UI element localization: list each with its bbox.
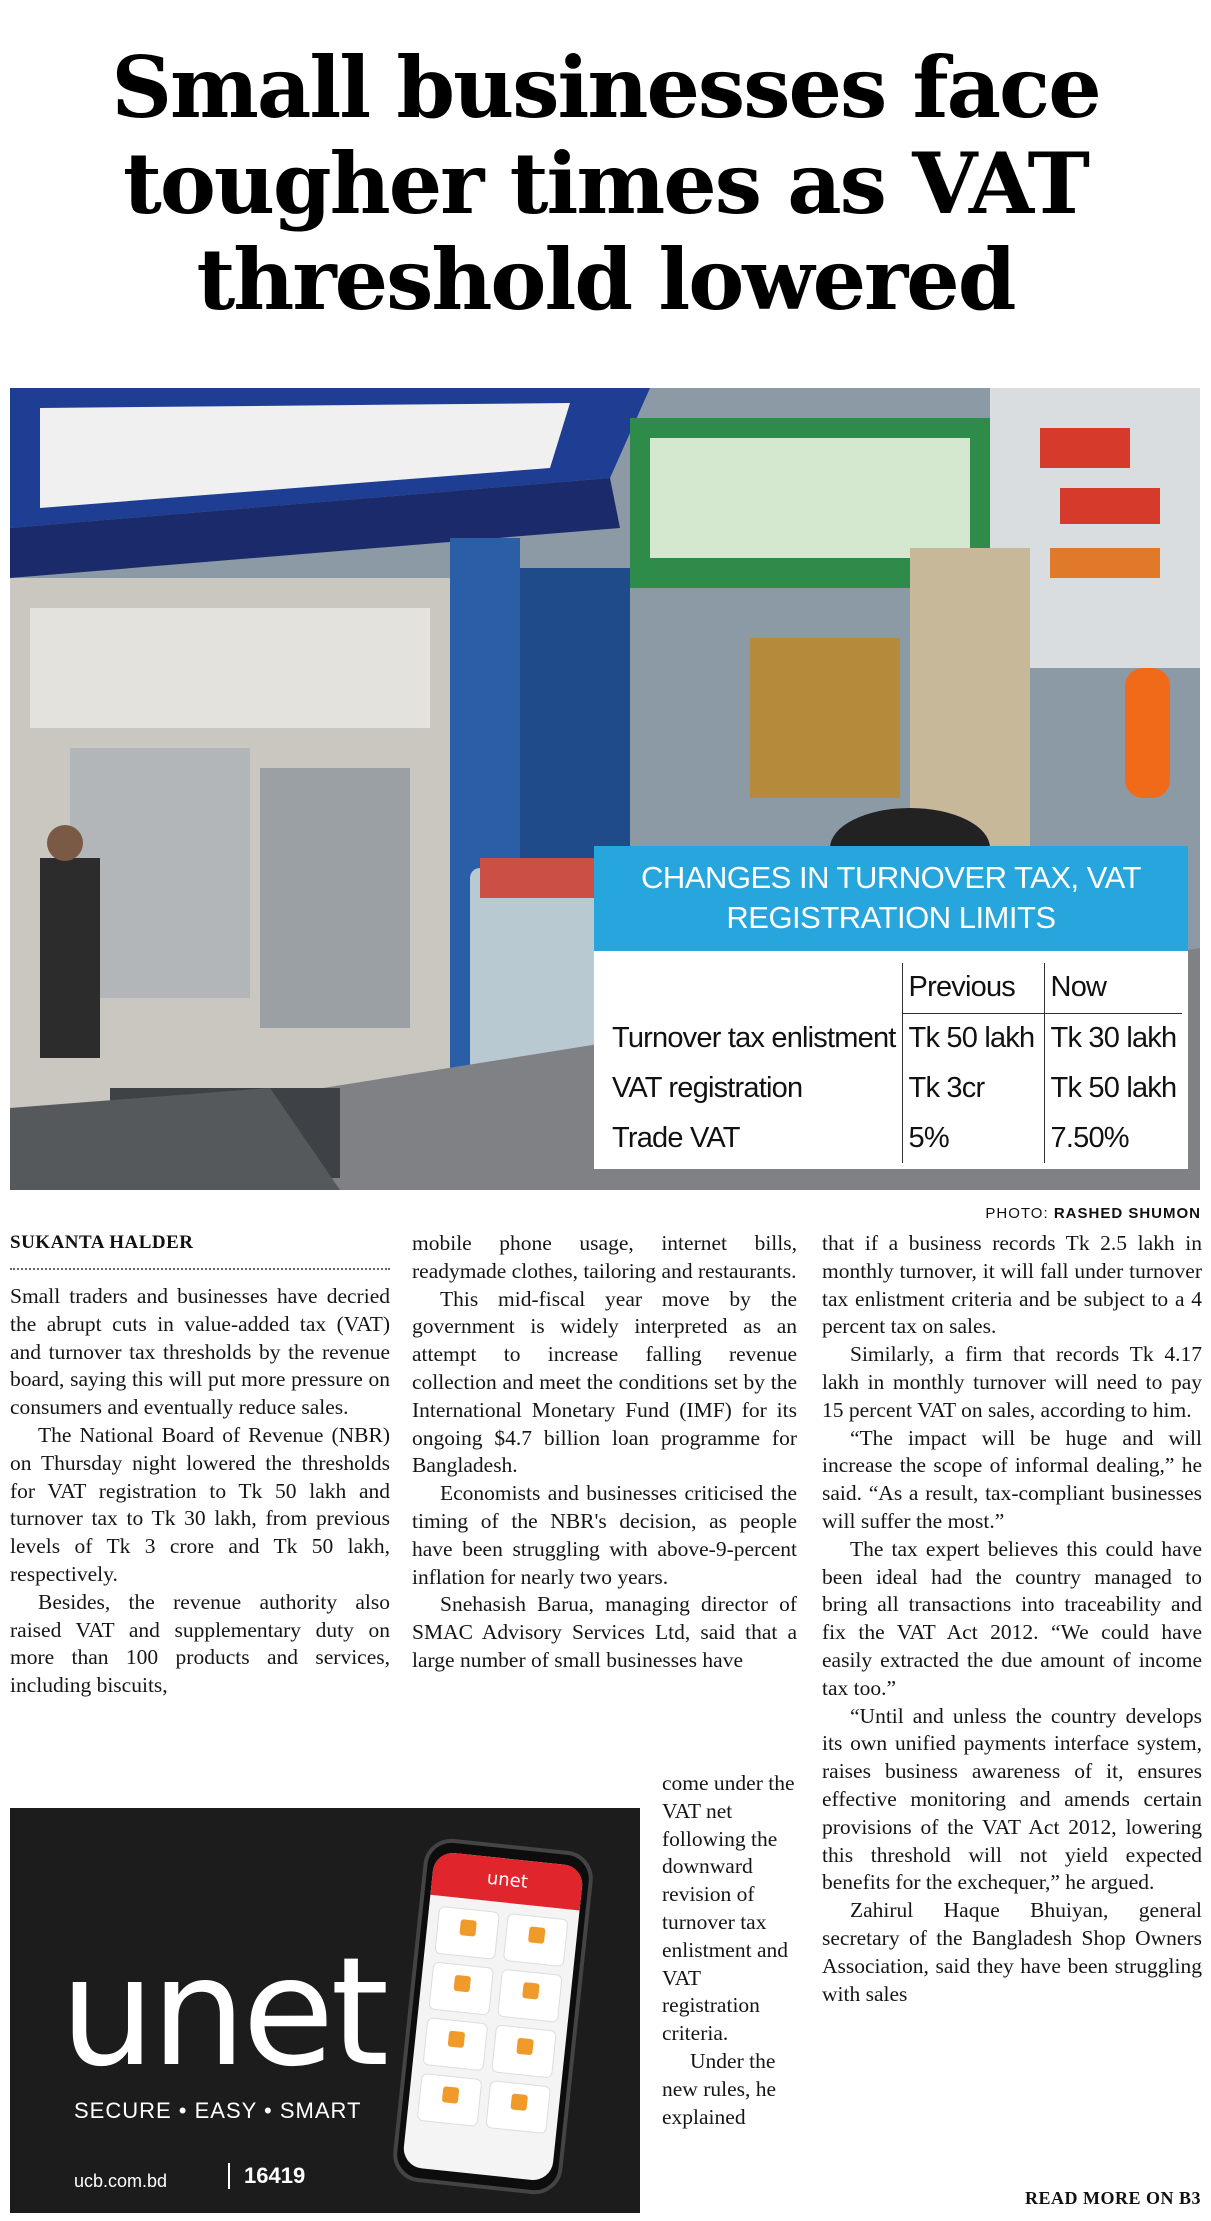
phone-app-title: unet <box>430 1851 584 1910</box>
article-paragraph: come under the VAT net following the downward revision of turnover tax enlistment and VAT registration criteria. <box>662 1771 795 2046</box>
app-tile <box>497 1969 563 2023</box>
article-paragraph: The National Board of Revenue (NBR) on Thursday night lowered the thresholds for VAT registration to Tk 50 lakh and turnover tax to Tk 30 lakh, from previous levels of Tk 3 crore and Tk 50 lakh, respectively. <box>10 1422 390 1586</box>
article-column-3 <box>822 1230 1202 2008</box>
app-tile-icon <box>510 2093 528 2111</box>
article-column-2-wrap <box>662 1770 797 2131</box>
app-tile <box>428 1961 494 2015</box>
turnover-tax-infobox <box>594 846 1188 1169</box>
article-paragraph: Besides, the revenue authority also raised VAT and supplementary duty on more than 100 products and services, including biscuits, <box>10 1589 390 1698</box>
phone-screen <box>402 1851 584 2182</box>
ad-url: ucb.com.bd <box>74 2171 168 2191</box>
ad-hotline: 16419 <box>228 2163 305 2189</box>
app-tile <box>485 2080 551 2134</box>
app-tile <box>423 2017 489 2071</box>
app-tile-icon <box>453 1975 471 1993</box>
article-paragraph: Economists and businesses criticised the timing of the NBR's decision, as people have been struggling with above-9-percent inflation for nearly two years. <box>412 1481 797 1589</box>
read-more-link[interactable]: READ MORE ON B3 <box>1024 2188 1201 2208</box>
infobox-header-cell: Now <box>1044 963 1182 1013</box>
app-tile-icon <box>447 2030 465 2048</box>
infobox-title-line-1: CHANGES IN TURNOVER TAX, VAT <box>641 860 1141 895</box>
infobox-cell: Tk 30 lakh <box>1044 1013 1182 1063</box>
infobox-cell: 5% <box>902 1113 1044 1163</box>
headline <box>0 40 1211 328</box>
infobox-header-cell: Previous <box>902 963 1044 1013</box>
article-paragraph: Snehasish Barua, managing director of SMAC Advisory Services Ltd, said that a large number of small businesses have <box>412 1592 797 1672</box>
infobox-table <box>612 963 1182 1163</box>
infobox-header-cell <box>612 963 902 1013</box>
photo-credit-prefix: PHOTO: <box>985 1205 1049 1222</box>
article-paragraph: This mid-fiscal year move by the government is widely interpreted as an attempt to increase falling revenue collection and meet the conditions set by the International Monetary Fund (IMF) for its ongoing $4.7 billion loan programme for Bangladesh. <box>412 1286 797 1478</box>
byline: SUKANTA HALDER <box>10 1232 390 1270</box>
app-tile-icon <box>459 1919 477 1937</box>
unet-logo: unet <box>60 1926 386 2100</box>
infobox-cell: Tk 50 lakh <box>902 1013 1044 1063</box>
infobox-cell: 7.50% <box>1044 1113 1182 1163</box>
infobox-cell: Trade VAT <box>612 1121 740 1154</box>
headline-line-1: Small businesses face <box>111 38 1100 137</box>
app-tile <box>417 2073 483 2127</box>
article-paragraph: that if a business records Tk 2.5 lakh in monthly turnover, it will fall under turnover tax enlistment criteria and be subject to a 4 percent tax on sales. <box>822 1231 1202 1339</box>
article-column-1 <box>10 1283 390 1700</box>
article-column-2 <box>412 1230 797 1675</box>
article-paragraph: Small traders and businesses have decried the abrupt cuts in value-added tax (VAT) and turnover tax thresholds by the revenue board, saying this will put more pressure on consumers and eventually reduce sales. <box>10 1284 390 1420</box>
infobox-row <box>612 1013 1182 1063</box>
infobox-header-row <box>612 963 1182 1013</box>
app-tile <box>491 2024 557 2078</box>
infobox-row <box>612 1113 1182 1163</box>
infobox-title-line-2: REGISTRATION LIMITS <box>726 900 1056 935</box>
ad-tagline: SECURE • EASY • SMART <box>74 2098 362 2123</box>
infobox-cell: Tk 50 lakh <box>1044 1063 1182 1113</box>
app-tile-icon <box>441 2086 459 2104</box>
article-paragraph: “The impact will be huge and will increase the scope of informal dealing,” he said. “As a result, tax-compliant businesses will suffer the most.” <box>822 1425 1202 1533</box>
infobox-cell: Tk 3cr <box>902 1063 1044 1113</box>
article-paragraph: mobile phone usage, internet bills, readymade clothes, tailoring and restaurants. <box>412 1231 797 1283</box>
infobox-row <box>612 1063 1182 1113</box>
unet-advertisement[interactable] <box>10 1808 640 2213</box>
infobox-cell: Turnover tax enlistment <box>612 1021 896 1054</box>
app-tile <box>503 1913 569 1967</box>
infobox-cell: VAT registration <box>612 1071 803 1104</box>
app-tile <box>434 1906 500 1960</box>
app-tile-icon <box>527 1926 545 1944</box>
headline-line-3: threshold lowered <box>196 230 1015 329</box>
infobox-header <box>594 846 1188 951</box>
article-paragraph: Similarly, a firm that records Tk 4.17 lakh in monthly turnover will need to pay 15 percent VAT on sales, according to him. <box>822 1342 1202 1422</box>
article-paragraph: “Until and unless the country develops its own unified payments interface system, raises business awareness of it, ensures effective monitoring and amends certain provisions of the VAT Act 2012, lowering this threshold will not yield expected benefits for the exchequer,” he argued. <box>822 1703 1202 1895</box>
app-tile-icon <box>516 2038 534 2056</box>
headline-line-2: tougher times as VAT <box>123 134 1088 233</box>
phone-app-grid <box>406 1895 580 2145</box>
photo-credit <box>985 1205 1201 1222</box>
article-paragraph: Zahirul Haque Bhuiyan, general secretary of the Bangladesh Shop Owners Association, said they have been struggling with sales <box>822 1898 1202 2006</box>
article-paragraph: Under the new rules, he explained <box>662 2048 777 2129</box>
photo-credit-name: RASHED SHUMON <box>1053 1205 1201 1222</box>
app-tile-icon <box>522 1982 540 2000</box>
article-paragraph: The tax expert believes this could have been ideal had the country managed to bring all transactions into traceability and fix the VAT Act 2012. “We could have easily extracted the due amount of income tax too.” <box>822 1536 1202 1700</box>
phone-mockup <box>390 1836 595 2197</box>
